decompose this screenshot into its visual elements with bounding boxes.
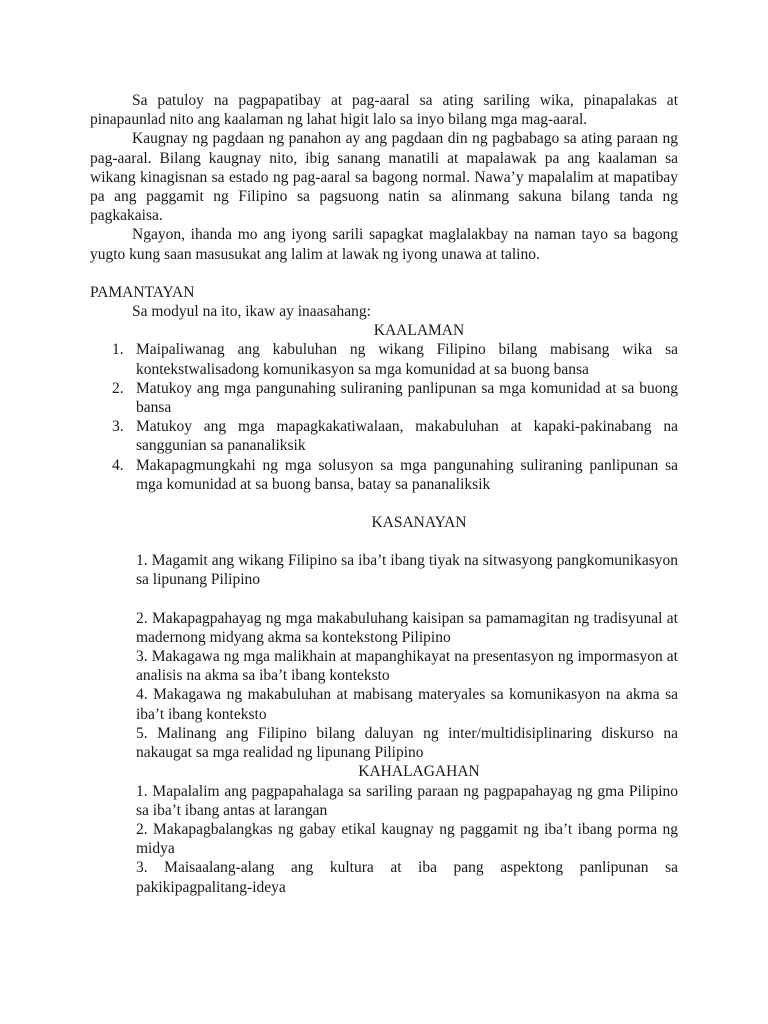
kasanayan-item: 5. Malinang ang Filipino bilang daluyan ng inter/multidisiplinaring diskurso na nakaugat sa mga realidad ng lipunang Pilipino xyxy=(136,724,678,762)
kasanayan-item: 3. Makagawa ng mga malikhain at mapanghikayat na presentasyon ng impormasyon at analisis na akma sa iba’t ibang konteksto xyxy=(136,648,678,685)
item-text: Makapagmungkahi ng mga solusyon sa mga pangunahing suliraning panlipunan sa mga komunidad at sa buong bansa, batay sa pananaliksik xyxy=(136,456,678,493)
kahalagahan-item: 1. Mapalalim ang pagpapahalaga sa sariling paraan ng pagpapahayag ng gma Pilipino sa iba’t ibang antas at larangan xyxy=(136,782,678,819)
kahalagahan-heading: KAHALAGAHAN xyxy=(358,763,480,781)
kasanayan-item: 2. Makapagpahayag ng mga makabuluhang kaisipan sa pamamagitan ng tradisyunal at madernong midyang akma sa kontekstong Pilipino xyxy=(136,609,678,646)
spacer xyxy=(90,264,678,283)
kasanayan-heading: KASANAYAN xyxy=(371,514,467,532)
kaalaman-item xyxy=(90,340,678,378)
item-number: 4. xyxy=(112,456,124,474)
kasanayan-item: 4. Makagawa ng makabuluhan at mabisang materyales sa komunikasyon na akma sa iba’t ibang konteksto xyxy=(136,686,678,723)
intro-paragraph-2: Kaugnay ng pagdaan ng panahon ay ang pagdaan din ng pagbabago sa ating paraan ng pag-aaral. Bilang kaugnay nito, ibig sanang manatili at mapalawak pa ang kaalaman sa wikang kinagisnan sa estado ng pag-aaral sa bagong normal. Nawa’y mapalalim at mapatibay pa ang paggamit ng Filipino sa pagsuong natin sa alinmang sakuna bilang tanda ng pagkakaisa. xyxy=(90,130,678,225)
item-number: 3. xyxy=(112,418,124,436)
item-number: 1. xyxy=(112,341,124,359)
pamantayan-heading: PAMANTAYAN xyxy=(90,283,195,301)
document-page xyxy=(90,91,678,897)
item-number: 2. xyxy=(112,379,124,397)
kaalaman-item xyxy=(90,417,678,455)
spacer xyxy=(90,532,678,551)
intro-paragraph-3: Ngayon, ihanda mo ang iyong sarili sapagkat maglalakbay na naman tayo sa bagong yugto kung saan masusukat ang lalim at lawak ng iyong unawa at talino. xyxy=(90,226,678,263)
kaalaman-list xyxy=(90,340,678,494)
item-text: Maipaliwanag ang kabuluhan ng wikang Filipino bilang mabisang wika sa kontekstwalisadong komunikasyon sa mga komunidad at sa buong bansa xyxy=(136,341,678,378)
spacer xyxy=(90,494,678,513)
spacer xyxy=(136,590,678,609)
kaalaman-item xyxy=(90,456,678,494)
item-text: Matukoy ang mga mapagkakatiwalaan, makabuluhan at kapaki-pakinabang na sanggunian sa pananaliksik xyxy=(136,418,678,455)
kaalaman-heading: KAALAMAN xyxy=(373,322,465,340)
kahalagahan-list xyxy=(90,782,678,897)
kasanayan-item: 1. Magamit ang wikang Filipino sa iba’t ibang tiyak na sitwasyong pangkomunikasyon sa lipunang Pilipino xyxy=(136,552,678,589)
item-text: Matukoy ang mga pangunahing suliraning panlipunan sa mga komunidad at sa buong bansa xyxy=(136,379,678,417)
kasanayan-list xyxy=(90,551,678,762)
kahalagahan-item: 3. Maisaalang-alang ang kultura at iba pang aspektong panlipunan sa pakikipagpalitang-ideya xyxy=(136,859,678,896)
pamantayan-lead: Sa modyul na ito, ikaw ay inaasahang: xyxy=(132,303,371,321)
kahalagahan-item: 2. Makapagbalangkas ng gabay etikal kaugnay ng paggamit ng iba’t ibang porma ng midya xyxy=(136,820,678,858)
kaalaman-item xyxy=(90,379,678,417)
intro-paragraph-1: Sa patuloy na pagpapatibay at pag-aaral sa ating sariling wika, pinapalakas at pinapaunlad nito ang kaalaman ng lahat higit lalo sa inyo bilang mga mag-aaral. xyxy=(90,92,678,129)
